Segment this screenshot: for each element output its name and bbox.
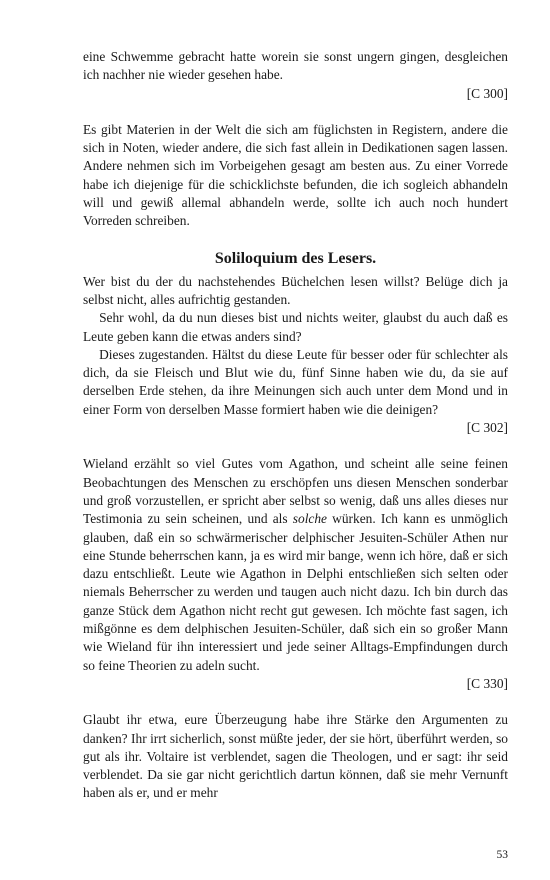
- paragraph: Dieses zugestanden. Hältst du diese Leute für besser oder für schlechter als dich, da sie Fleisch und Blut wie du, fünf Sinne haben wie du, da sie auf derselben Erde stehen, da ihre Meinungen sich auch unter dem Mond und in einer Form von derselben Masse formiert haben wie die deinigen?: [83, 346, 508, 417]
- reference-mark: [C 330]: [466, 675, 508, 691]
- paragraph: Es gibt Materien in der Welt die sich am füglichsten in Registern, andere die sich in Noten, wieder andere, die sich fast allein in Dedikationen sagen lassen. Andere nehmen sich im Vorbeigehen gesagt am besten aus. Zu einer Vorrede habe ich diejenige für die schicklichste befunden, die ich sogleich abhandeln will und gewiß allemal abhandeln werde, sollte ich auch noch hundert Vorreden schreiben.: [83, 121, 508, 229]
- page-body: [83, 48, 508, 803]
- reference-mark: [C 302]: [466, 420, 508, 436]
- text-run: würken. Ich kann es unmöglich glauben, daß ein so schwärmerischer delphischer Jesuiten-Schüler Athen nur eine Stunde beherrschen kann, ja es wird mir bange, wenn ich höre, daß er sich dazu entschließt. Leute wie Agathon in Delphi entschließen sich selten oder niemals Beherrscher zu werden und taugen auch nicht dazu. Ich bin durch das ganze Stück dem Agathon nicht recht gut gewesen. Ich möchte fast sagen, ich mißgönne es dem delphischen Jesuiten-Schüler, daß sich ein so großer Mann wie Wieland für ihn interessiert und jede seiner Alltags-Empfindungen durch so feine Theorien zu adeln sucht.: [83, 511, 508, 673]
- reference-mark: [C 300]: [466, 85, 508, 101]
- paragraph: eine Schwemme gebracht hatte worein sie sonst ungern gingen, desgleichen ich nachher nie wieder gesehen habe.: [83, 49, 508, 83]
- paragraph: Glaubt ihr etwa, eure Überzeugung habe ihre Stärke den Argumenten zu danken? Ihr irrt sicherlich, sonst müßte jeder, der sie hört, überführt werden, so gut als ihr. Voltaire ist verblendet, sagen die Theologen, und er sagt: ihr seid verblendet. Da sie gar nicht gerichtlich dartun können, daß sie mehr Vernunft haben als er, und er mehr: [83, 712, 508, 801]
- text-run: Wieland erzählt so viel Gutes vom Agathon, und scheint alle seine feinen Beobachtungen des Menschen zu erschöpfen uns diesen Menschen sonderbar und groß vorzustellen, er spricht aber selbst so wenig, daß uns alles dieses nur Testimonia zu sein scheinen, und als: [83, 456, 508, 527]
- paragraph: Wer bist du der du nachstehendes Büchelchen lesen willst? Belüge dich ja selbst nicht, alles aufrichtig gestanden.: [83, 273, 508, 307]
- section-heading: Soliloquium des Lesers.: [214, 249, 377, 267]
- italic-text: solche: [292, 511, 327, 527]
- page-number: 53: [496, 849, 508, 861]
- paragraph: [83, 455, 508, 675]
- paragraph: Sehr wohl, da du nun dieses bist und nichts weiter, glaubst du auch daß es Leute geben kann die etwas anders sind?: [83, 310, 508, 344]
